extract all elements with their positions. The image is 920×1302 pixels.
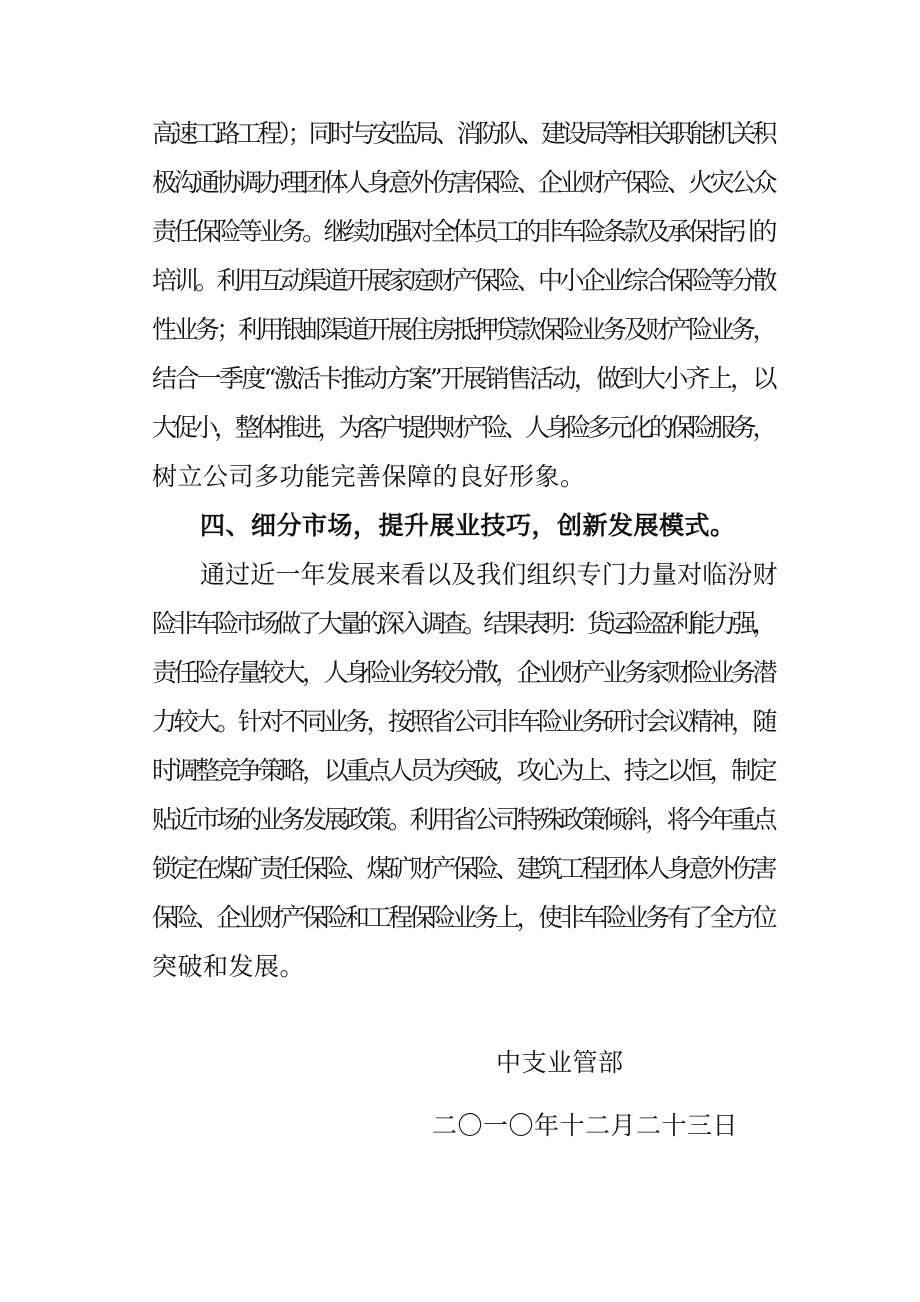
section-4-line-3: 责任险存量较大，人身险业务较分散，企业财产业务家财险业务潜 [152,658,774,687]
section-4-line-4: 力较大。针对不同业务，按照省公司非车险业务研讨会议精神，随 [152,707,774,736]
section-4-line-7: 锁定在煤矿责任保险、煤矿财产保险、建筑工程团体人身意外伤害 [152,854,774,883]
section-4-line-5: 时调整竞争策略，以重点人员为突破，攻心为上、持之以恒，制定 [152,756,774,785]
paragraph-1-line-7: 大促小，整体推进，为客户提供财产险、人身险多元化的保险服务， [152,413,774,442]
section-4-line-6: 贴近市场的业务发展政策。利用省公司特殊政策倾斜，将今年重点 [152,805,774,834]
section-4-heading: 四、细分市场，提升展业技巧，创新发展模式。 [200,511,736,540]
section-4-line-8: 保险、企业财产保险和工程保险业务上，使非车险业务有了全方位 [152,903,774,932]
section-4-line-2: 险非车险市场做了大量的深入调查。结果表明：货运险盈利能力强， [152,609,774,638]
paragraph-1-line-5: 性业务；利用银邮渠道开展住房抵押贷款保险业务及财产险业务， [152,315,774,344]
paragraph-1-line-8: 树立公司多功能完善保障的良好形象。 [152,462,586,491]
paragraph-1-line-6: 结合一季度“激活卡推动方案”开展销售活动，做到大小齐上，以 [152,364,775,393]
paragraph-1-line-3: 责任保险等业务。继续加强对全体员工的非车险条款及承保指引的 [152,217,774,246]
paragraph-1-line-4: 培训。利用互动渠道开展家庭财产保险、中小企业综合保险等分散 [152,266,774,295]
section-4-line-1: 通过近一年发展来看以及我们组织专门力量对临汾财 [200,560,778,589]
paragraph-1-line-1: 高速工路工程）；同时与安监局、消防队、建设局等相关职能机关积 [152,119,774,148]
paragraph-1-line-2: 极沟通协调办理团体人身意外伤害保险、企业财产保险、火灾公众 [152,168,774,197]
section-4-line-9: 突破和发展。 [152,952,306,981]
signature-date: 二〇一〇年十二月二十三日 [432,1111,739,1140]
signature-department: 中支业管部 [496,1048,624,1077]
